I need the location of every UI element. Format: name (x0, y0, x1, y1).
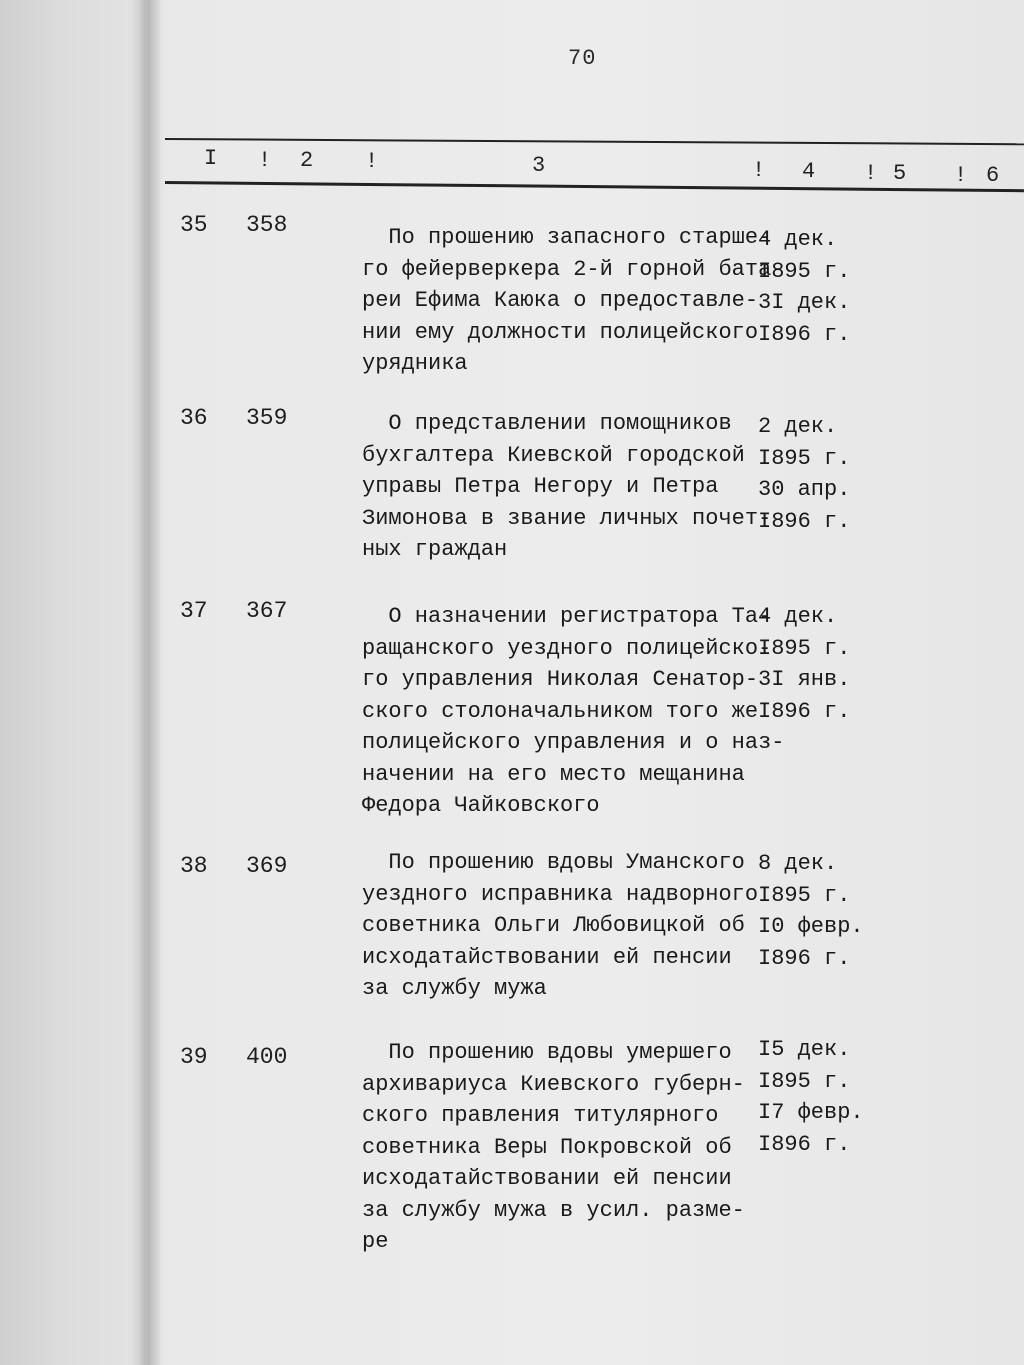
header-col2: 2 (300, 148, 314, 173)
entry-code: 369 (246, 853, 288, 879)
header-sep5: ! (954, 163, 968, 188)
entry-code: 358 (246, 212, 288, 238)
header-sep2: ! (365, 149, 379, 174)
entry-number: 37 (180, 598, 208, 624)
entry-number: 39 (180, 1044, 208, 1070)
book-spine-shadow (138, 0, 160, 1365)
entry-dates: I5 дек. I895 г. I7 февр. I896 г. (758, 1037, 864, 1157)
entry-description: По прошению запасного старше- го фейерверкера 2-й горной бата- реи Ефима Каюка о предоставле- нии ему должности полицейского урядника (362, 225, 785, 376)
entry-code: 400 (246, 1044, 288, 1070)
entry-number: 35 (180, 212, 208, 238)
entry-description: По прошению вдовы умершего архивариуса Киевского губерн- ского правления титулярного советника Веры Покровской об исходатайствовании ей пенсии за службу мужа в усил. разме- ре (362, 1040, 745, 1254)
entry-code: 359 (246, 405, 288, 431)
header-col3: 3 (532, 153, 546, 178)
entry-dates: 4 дек. I895 г. 3I дек. I896 г. (758, 227, 851, 347)
entry-number: 38 (180, 853, 208, 879)
header-sep3: ! (752, 158, 766, 183)
entry-dates: 4 дек. I895 г. 3I янв. I896 г. (758, 604, 851, 724)
page-number: 70 (568, 46, 597, 71)
entry-number: 36 (180, 405, 208, 431)
header-sep1: ! (258, 148, 272, 173)
entry-description: О представлении помощников бухгалтера Киевской городской управы Петра Негору и Петра Зимонова в звание личных почет- ных граждан (362, 411, 772, 562)
header-col4: 4 (802, 159, 816, 184)
entry-description: О назначении регистратора Та- ращанского уездного полицейско- го управления Николая Сенатор- ского столоначальником того же полицейского управления и о наз- начении на его место мещанина Федора Чайковского (362, 604, 785, 818)
entry-description: По прошению вдовы Уманского уездного исправника надворного советника Ольги Любовицкой об исходатайствовании ей пенсии за службу мужа (362, 850, 759, 1001)
entry-dates: 8 дек. I895 г. I0 февр. I896 г. (758, 851, 864, 971)
entry-code: 367 (246, 598, 288, 624)
table-top-rule (165, 138, 1024, 145)
header-col5: 5 (893, 161, 907, 186)
entry-dates: 2 дек. I895 г. 30 апр. I896 г. (758, 414, 851, 534)
header-sep4: ! (864, 161, 878, 186)
header-col6: 6 (986, 163, 1000, 188)
header-col1: I (204, 146, 218, 171)
